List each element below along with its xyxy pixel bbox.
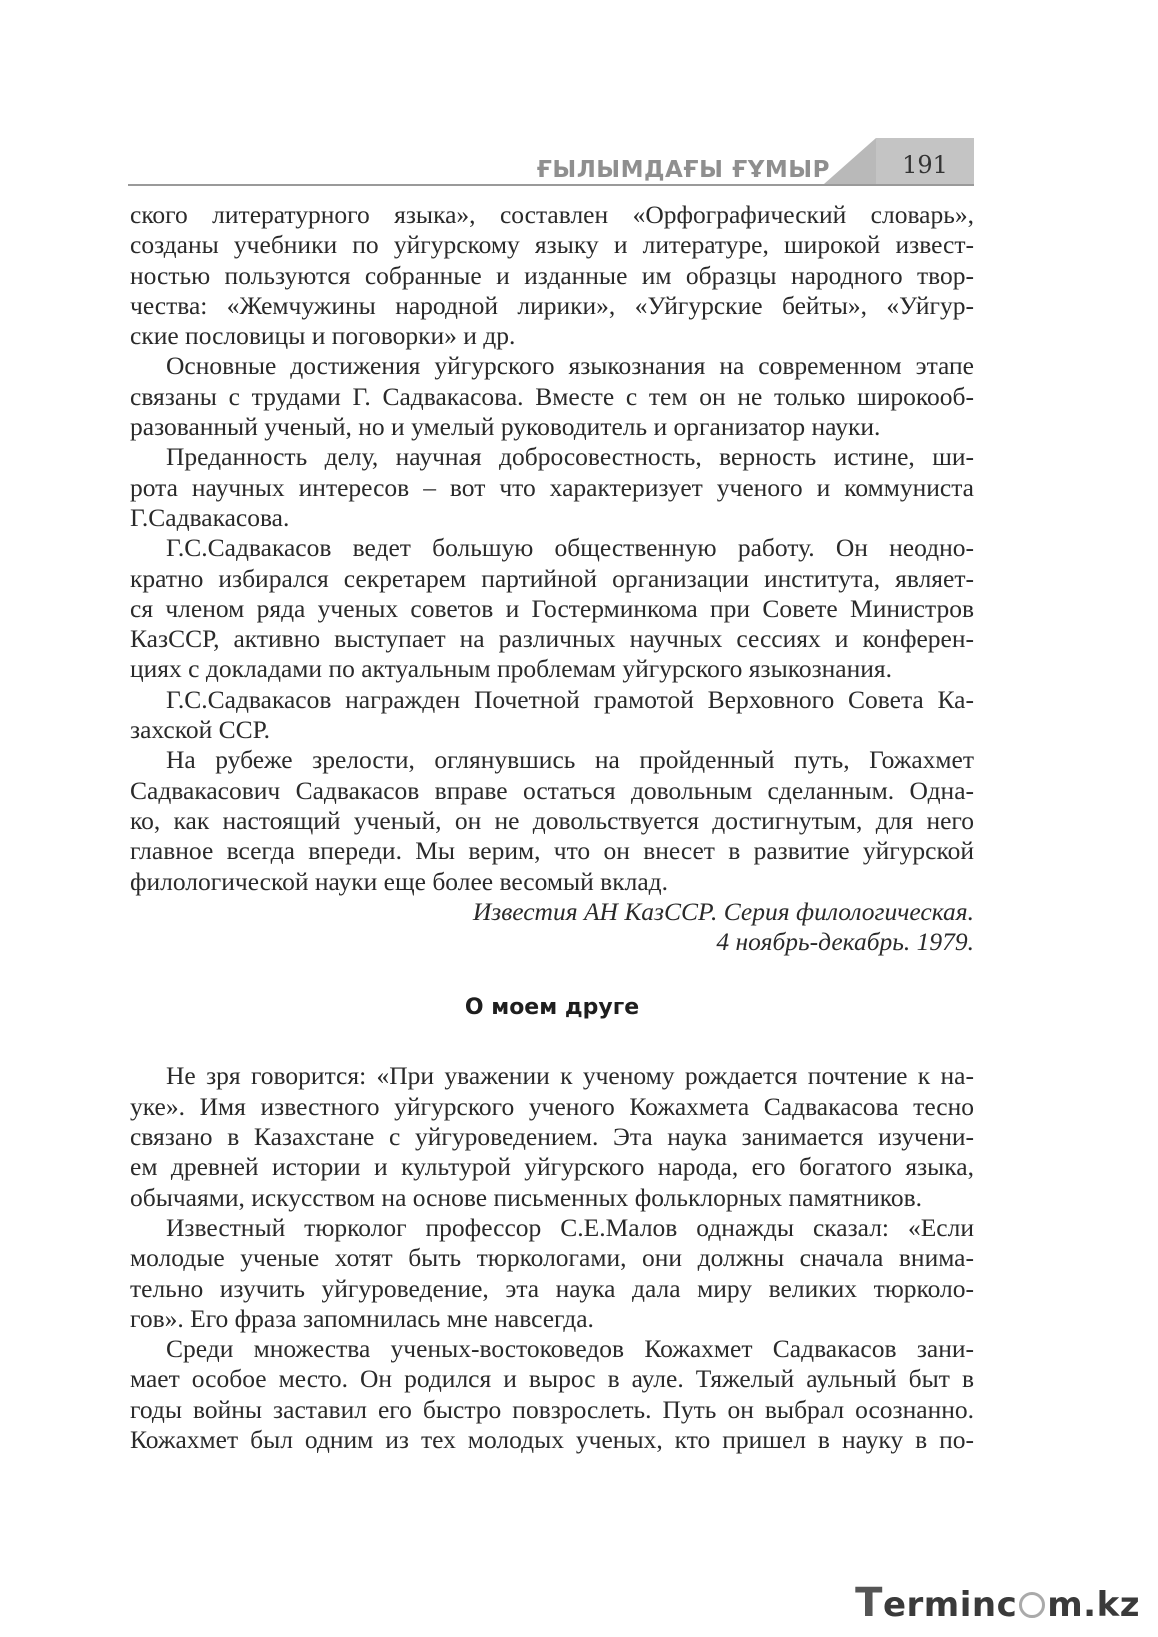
- text-line: циях с докладами по актуальным проблемам уйгурского языкознания.: [130, 654, 892, 684]
- paragraph: [130, 442, 974, 533]
- text-line: уке». Имя известного уйгурского ученого Кожахмета Садвакасова тесно: [130, 1091, 974, 1121]
- text-line: Г.С.Садвакасов награжден Почетной грамотой Верховного Совета Ка-: [166, 684, 974, 714]
- text-line: захской ССР.: [130, 715, 270, 745]
- running-header: [128, 138, 974, 186]
- watermark-part1: erminc: [882, 1585, 1018, 1625]
- page-body: [130, 200, 974, 1455]
- paragraph: [130, 685, 974, 746]
- paragraph: [130, 200, 974, 351]
- paragraph: [130, 1334, 974, 1455]
- section-title: О моем друге: [464, 995, 640, 1021]
- paragraph: [130, 533, 974, 684]
- text-line: Садвакасович Садвакасов вправе остаться довольным сделанным. Одна-: [130, 775, 974, 805]
- text-line: молодые ученые хотят быть тюркологами, они должны сначала внима-: [130, 1243, 974, 1273]
- paragraph: [130, 745, 974, 896]
- watermark-logo: [855, 1580, 1140, 1626]
- text-line: чества: «Жемчужины народной лирики», «Уйгурские бейты», «Уйгур-: [130, 290, 974, 320]
- header-wedge-decoration: [824, 138, 876, 184]
- text-line: разованный ученый, но и умелый руководитель и организатор науки.: [130, 412, 881, 442]
- text-line: Среди множества ученых-востоковедов Кожахмет Садвакасов зани-: [166, 1334, 974, 1364]
- text-line: главное всегда впереди. Мы верим, что он внесет в развитие уйгурской: [130, 836, 974, 866]
- text-line: годы войны заставил его быстро повзрослеть. Путь он выбрал осознанно.: [130, 1394, 974, 1424]
- text-line: связаны с трудами Г. Садвакасова. Вместе с тем он не только широкооб-: [130, 381, 974, 411]
- text-line: КазССР, активно выступает на различных научных сессиях и конферен-: [130, 624, 974, 654]
- header-title: ҒЫЛЫМДАҒЫ ҒҰМЫР: [536, 157, 830, 183]
- header-rule: [128, 184, 974, 186]
- text-line: ские пословицы и поговорки» и др.: [130, 321, 516, 351]
- text-line: мает особое место. Он родился и вырос в ауле. Тяжелый аульный быт в: [130, 1364, 974, 1394]
- text-line: Преданность делу, научная добросовестность, верность истине, ши-: [166, 442, 974, 472]
- source-line: 4 ноябрь-декабрь. 1979.: [716, 927, 974, 957]
- source-line: Известия АН КазССР. Серия филологическая.: [472, 896, 974, 926]
- magnifier-icon: [1019, 1592, 1045, 1618]
- text-line: филологической науки еще более весомый вклад.: [130, 866, 668, 896]
- text-line: Основные достижения уйгурского языкознания на современном этапе: [166, 351, 974, 381]
- paragraph: [130, 1213, 974, 1334]
- text-line: гов». Его фраза запомнилась мне навсегда.: [130, 1303, 594, 1333]
- text-line: Г.Садвакасова.: [130, 502, 290, 532]
- text-line: кратно избирался секретарем партийной организации института, являет-: [130, 563, 974, 593]
- source-citation: [130, 897, 974, 958]
- text-line: На рубеже зрелости, оглянувшись на пройденный путь, Гожахмет: [166, 745, 974, 775]
- text-line: связано в Казахстане с уйгуроведением. Эта наука занимается изучени-: [130, 1122, 974, 1152]
- page-number: 191: [902, 151, 948, 179]
- text-line: созданы учебники по уйгурскому языку и литературе, широкой извест-: [130, 230, 974, 260]
- text-line: Не зря говорится: «При уважении к ученому рождается почтение к на-: [166, 1061, 974, 1091]
- text-line: тельно изучить уйгуроведение, эта наука дала миру великих тюрколо-: [130, 1273, 974, 1303]
- text-line: ем древней истории и культурой уйгурского народа, его богатого языка,: [130, 1152, 974, 1182]
- watermark-part2: m.kz: [1047, 1585, 1140, 1625]
- paragraph: [130, 351, 974, 442]
- text-line: обычаями, искусством на основе письменных фольклорных памятников.: [130, 1182, 923, 1212]
- text-line: ко, как настоящий ученый, он не довольствуется достигнутым, для него: [130, 805, 974, 835]
- text-line: ского литературного языка», составлен «Орфографический словарь»,: [130, 200, 974, 229]
- text-line: Кожахмет был одним из тех молодых ученых, кто пришел в науку в по-: [130, 1424, 974, 1454]
- paragraph: [130, 1061, 974, 1212]
- text-line: Г.С.Садвакасов ведет большую общественную работу. Он неодно-: [166, 533, 974, 563]
- watermark-prefix: T: [855, 1580, 883, 1626]
- text-line: Известный тюрколог профессор С.Е.Малов однажды сказал: «Если: [166, 1212, 974, 1242]
- text-line: рота научных интересов – вот что характеризует ученого и коммуниста: [130, 472, 974, 502]
- text-line: ся членом ряда ученых советов и Гостерминкома при Совете Министров: [130, 593, 974, 623]
- text-line: ностью пользуются собранные и изданные им образцы народного твор-: [130, 260, 974, 290]
